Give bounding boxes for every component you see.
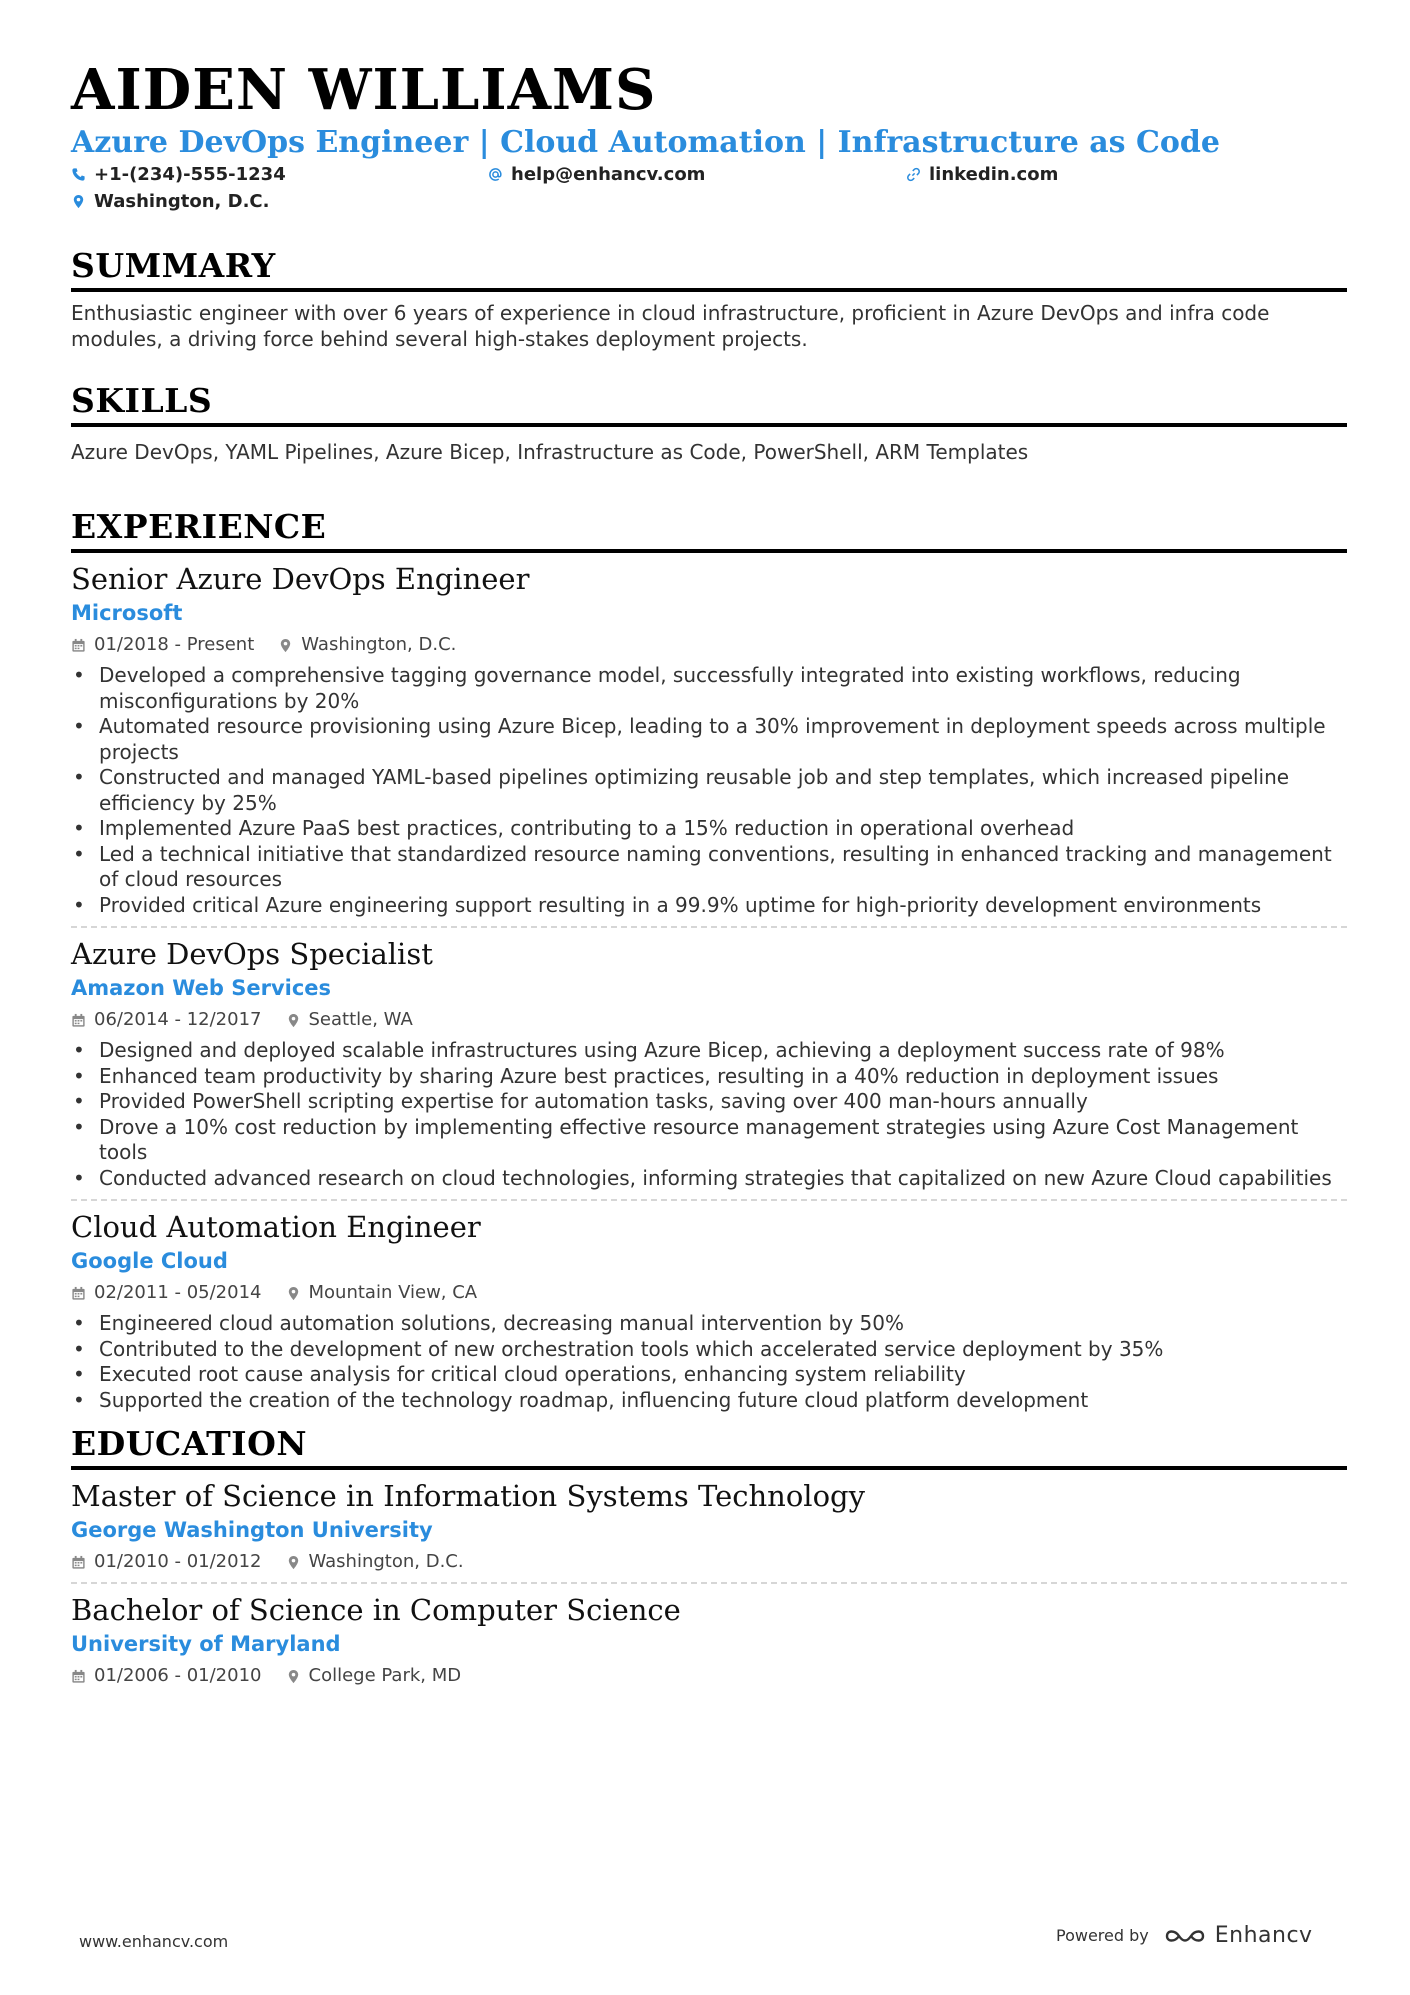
experience-entry: [71, 928, 1347, 1201]
phone-icon: [71, 167, 86, 182]
email-text: help@enhancv.com: [511, 164, 706, 185]
experience-section: [71, 507, 1347, 1421]
education-dates: 01/2006 - 01/2010: [94, 1665, 262, 1686]
education-dates: 01/2010 - 01/2012: [94, 1551, 262, 1572]
calendar-icon: [71, 1013, 86, 1028]
summary-section: [71, 246, 1347, 352]
contact-location: [71, 191, 269, 212]
bullet-item: • Engineered cloud automation solutions, decreasing manual intervention by 50%: [71, 1311, 1347, 1337]
bullet-item: • Constructed and managed YAML-based pipelines optimizing reusable job and step templates, which increased pipeline efficiency by 25%: [71, 765, 1347, 816]
map-pin-icon: [286, 1013, 301, 1028]
contact-linkedin[interactable]: [906, 164, 1058, 185]
experience-entry: [71, 553, 1347, 928]
infinity-logo-icon: [1163, 1925, 1207, 1947]
powered-by-text: Powered by: [1056, 1926, 1149, 1945]
degree-title: Master of Science in Information Systems Technology: [71, 1479, 865, 1513]
bullet-item: • Provided critical Azure engineering support resulting in a 99.9% uptime for high-priority development environments: [71, 893, 1347, 919]
brand-name: Enhancv: [1214, 1923, 1313, 1948]
job-location: Washington, D.C.: [301, 634, 457, 655]
school-name[interactable]: George Washington University: [71, 1518, 433, 1542]
calendar-icon: [71, 638, 86, 653]
job-title: Senior Azure DevOps Engineer: [71, 562, 530, 596]
footer-website[interactable]: www.enhancv.com: [79, 1932, 229, 1951]
contact-phone[interactable]: [71, 164, 286, 185]
bullet-item: • Drove a 10% cost reduction by implementing effective resource management strategies using Azure Cost Management tools: [71, 1115, 1347, 1166]
summary-title: SUMMARY: [71, 246, 1347, 292]
at-icon: [488, 167, 503, 182]
headline: Azure DevOps Engineer | Cloud Automation | Infrastructure as Code: [71, 125, 1220, 160]
bullet-item: • Supported the creation of the technology roadmap, influencing future cloud platform development: [71, 1388, 1347, 1414]
job-title: Azure DevOps Specialist: [71, 937, 433, 971]
contact-email[interactable]: [488, 164, 705, 185]
experience-entry: [71, 1201, 1347, 1421]
bullet-item: • Contributed to the development of new orchestration tools which accelerated service deployment by 35%: [71, 1337, 1347, 1363]
footer-branding: [1056, 1923, 1313, 1948]
calendar-icon: [71, 1286, 86, 1301]
calendar-icon: [71, 1669, 86, 1684]
skills-text: Azure DevOps, YAML Pipelines, Azure Bicep, Infrastructure as Code, PowerShell, ARM Templates: [71, 440, 1029, 464]
skills-title: SKILLS: [71, 381, 1347, 427]
map-pin-icon: [286, 1669, 301, 1684]
job-dates: 01/2018 - Present: [94, 634, 255, 655]
education-section: [71, 1424, 1347, 1696]
education-entry: [71, 1470, 1347, 1584]
bullet-item: • Enhanced team productivity by sharing Azure best practices, resulting in a 40% reduction in deployment issues: [71, 1064, 1347, 1090]
map-pin-icon: [278, 638, 293, 653]
job-bullets: [71, 1038, 1347, 1191]
bullet-item: • Developed a comprehensive tagging governance model, successfully integrated into existing workflows, reducing misconfigurations by 20%: [71, 663, 1347, 714]
job-location: Mountain View, CA: [308, 1282, 478, 1303]
school-name[interactable]: University of Maryland: [71, 1632, 341, 1656]
bullet-item: • Led a technical initiative that standardized resource naming conventions, resulting in enhanced tracking and management of cloud resources: [71, 842, 1347, 893]
bullet-item: • Designed and deployed scalable infrastructures using Azure Bicep, achieving a deployment success rate of 98%: [71, 1038, 1347, 1064]
skills-section: [71, 381, 1347, 465]
map-pin-icon: [286, 1286, 301, 1301]
job-location: Seattle, WA: [308, 1009, 413, 1030]
calendar-icon: [71, 1555, 86, 1570]
map-pin-icon: [71, 194, 86, 209]
job-meta: [71, 633, 1347, 657]
education-location: College Park, MD: [308, 1665, 462, 1686]
link-icon: [906, 167, 921, 182]
job-title: Cloud Automation Engineer: [71, 1210, 481, 1244]
education-meta: [71, 1550, 1347, 1574]
bullet-item: • Implemented Azure PaaS best practices, contributing to a 15% reduction in operational overhead: [71, 816, 1347, 842]
company-name[interactable]: Microsoft: [71, 601, 183, 625]
location-text: Washington, D.C.: [94, 191, 270, 212]
company-name[interactable]: Google Cloud: [71, 1249, 228, 1273]
summary-text: Enthusiastic engineer with over 6 years of experience in cloud infrastructure, proficient in Azure DevOps and infra code modules, a driving force behind several high-stakes deployment projects.: [71, 301, 1270, 351]
bullet-item: • Executed root cause analysis for critical cloud operations, enhancing system reliability: [71, 1362, 1347, 1388]
enhancv-logo[interactable]: [1163, 1923, 1313, 1948]
job-bullets: [71, 663, 1347, 918]
job-dates: 06/2014 - 12/2017: [94, 1009, 262, 1030]
job-dates: 02/2011 - 05/2014: [94, 1282, 262, 1303]
phone-text: +1-(234)-555-1234: [94, 164, 286, 185]
job-meta: [71, 1281, 1347, 1305]
job-meta: [71, 1008, 1347, 1032]
education-meta: [71, 1664, 1347, 1688]
education-title: EDUCATION: [71, 1424, 1347, 1470]
linkedin-text: linkedin.com: [929, 164, 1059, 185]
resume-page: [71, 57, 1347, 1686]
bullet-item: • Automated resource provisioning using Azure Bicep, leading to a 30% improvement in deployment speeds across multiple projects: [71, 714, 1347, 765]
education-location: Washington, D.C.: [308, 1551, 464, 1572]
bullet-item: • Provided PowerShell scripting expertise for automation tasks, saving over 400 man-hours annually: [71, 1089, 1347, 1115]
education-entry: [71, 1584, 1347, 1696]
candidate-name: AIDEN WILLIAMS: [71, 57, 657, 123]
map-pin-icon: [286, 1555, 301, 1570]
job-bullets: [71, 1311, 1347, 1413]
degree-title: Bachelor of Science in Computer Science: [71, 1593, 681, 1627]
company-name[interactable]: Amazon Web Services: [71, 976, 332, 1000]
experience-title: EXPERIENCE: [71, 507, 1347, 553]
bullet-item: • Conducted advanced research on cloud technologies, informing strategies that capitalized on new Azure Cloud capabilities: [71, 1166, 1347, 1192]
contact-info: [71, 164, 1347, 218]
